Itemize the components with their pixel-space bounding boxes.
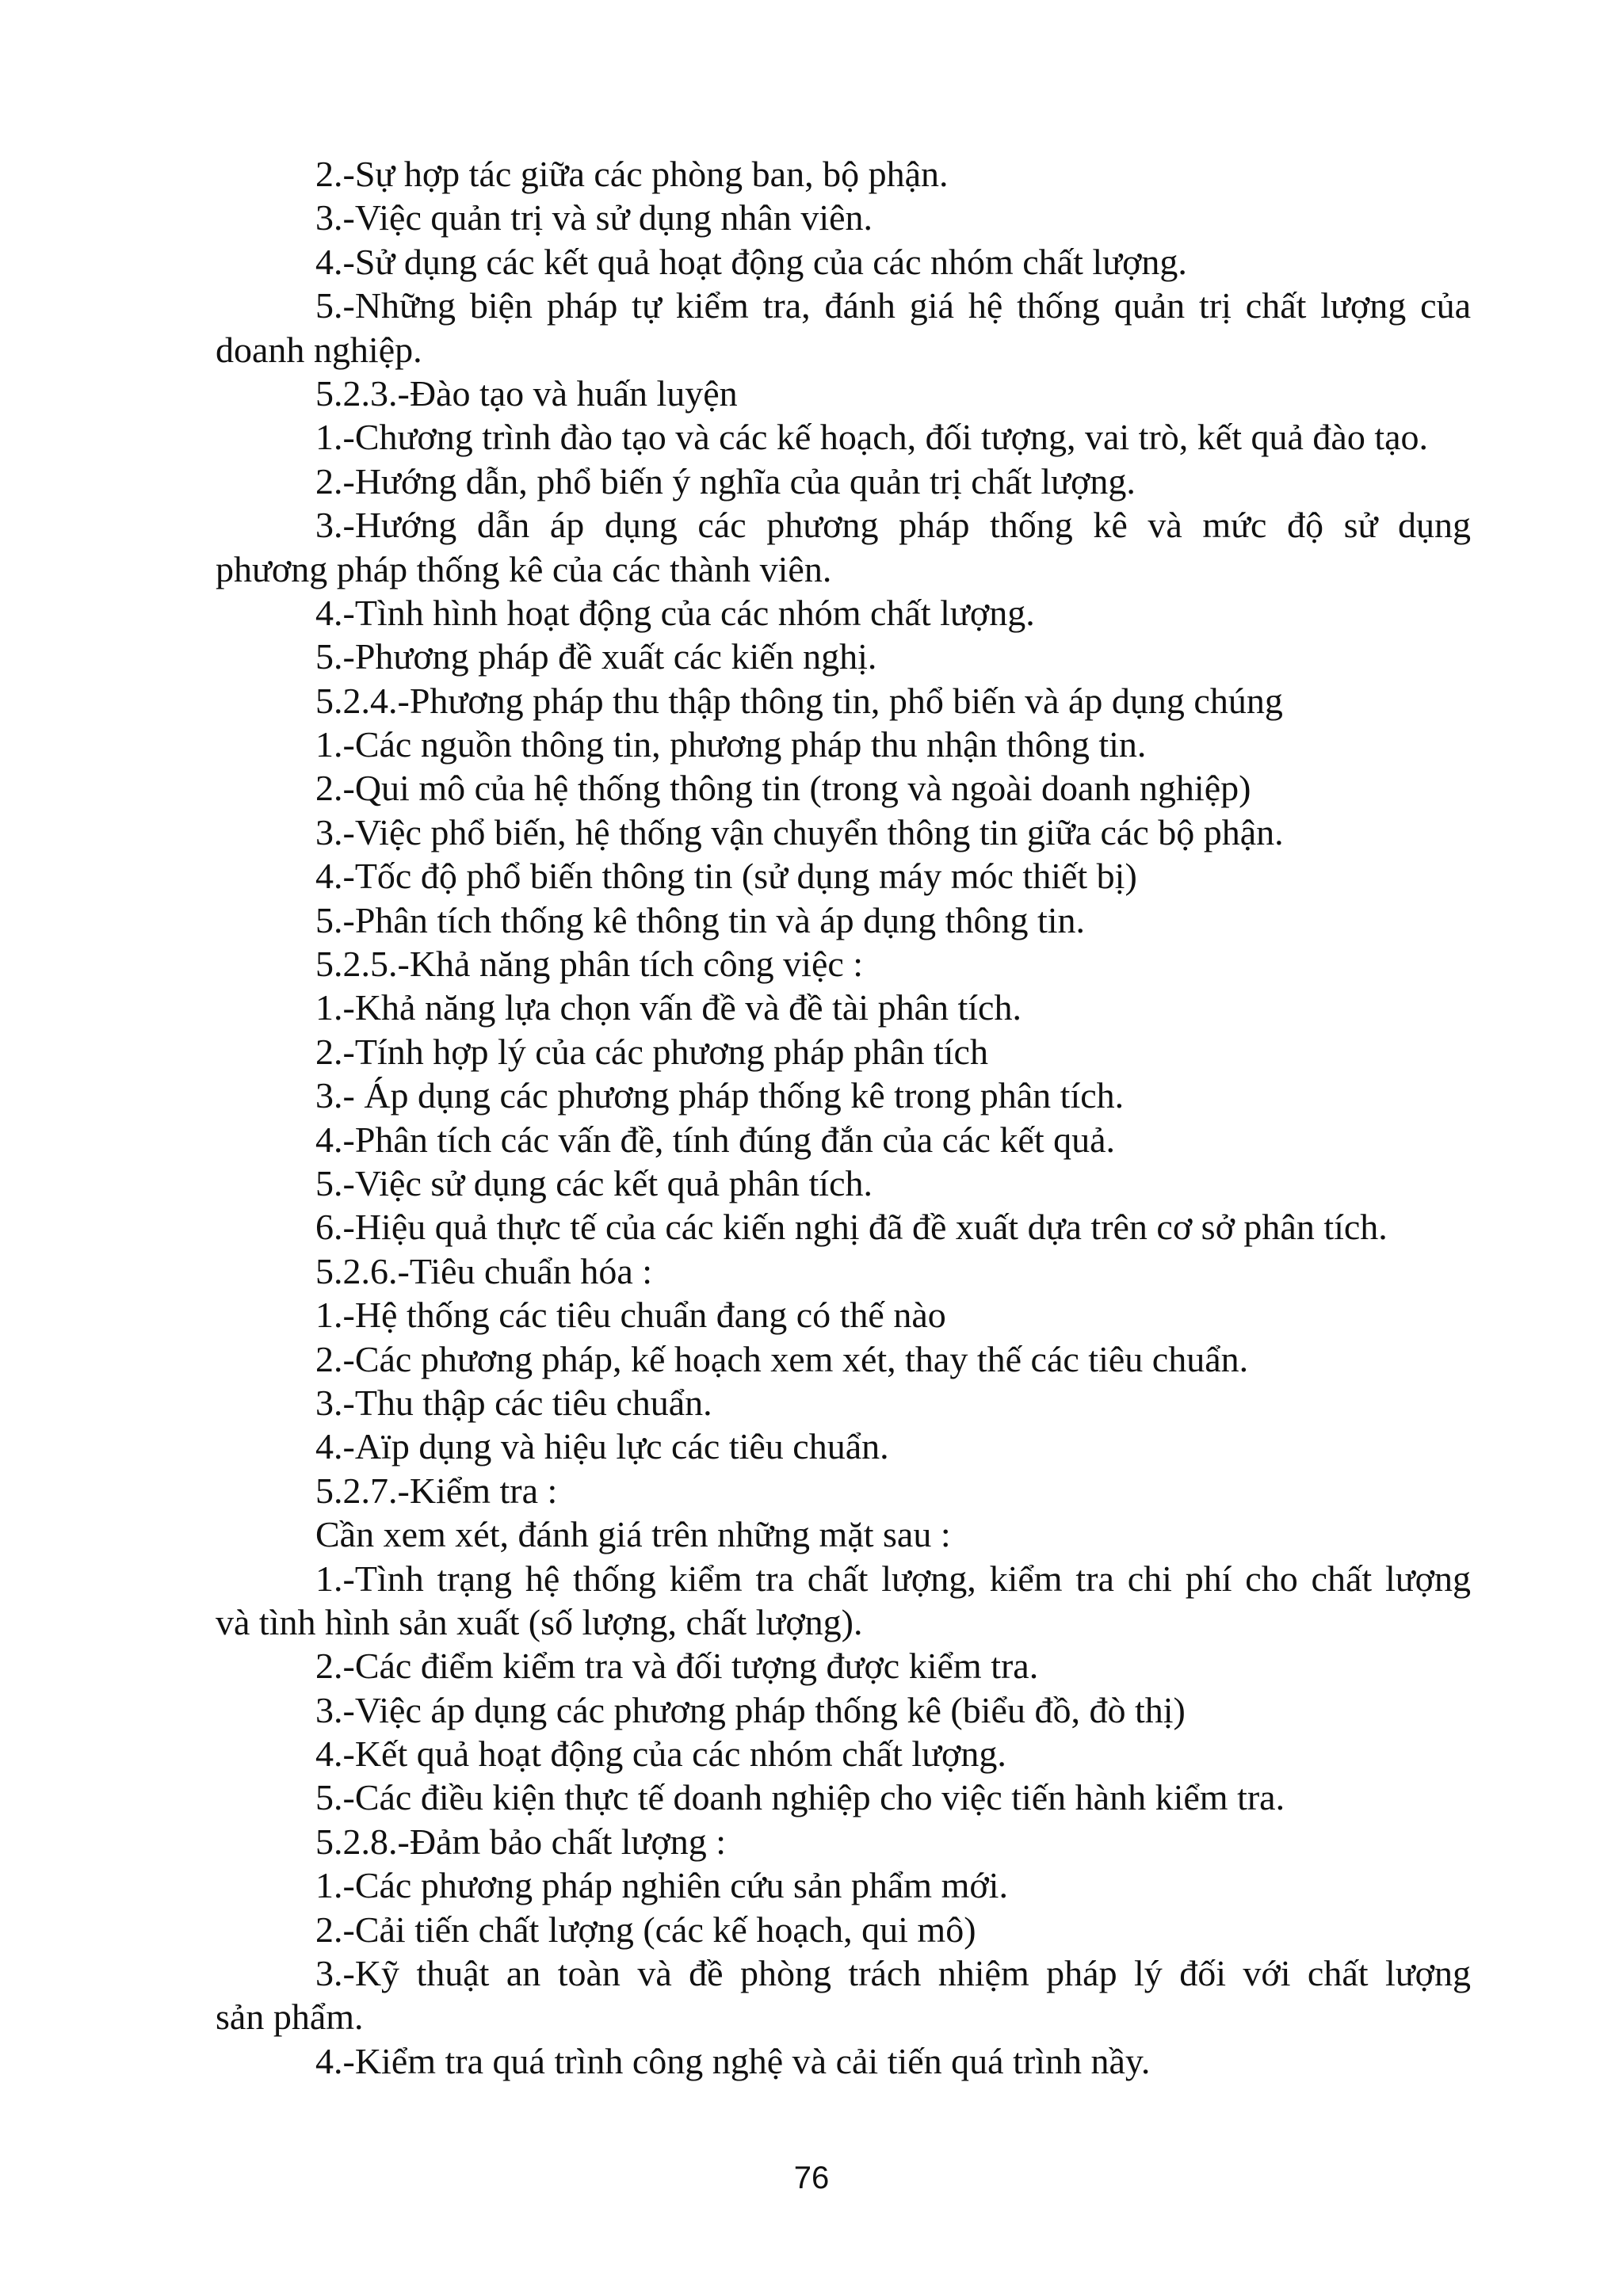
text-line: 2.-Cải tiến chất lượng (các kế hoạch, qui mô) — [315, 1909, 976, 1950]
text-line: 6.-Hiệu quả thực tế của các kiến nghị đã đề xuất dựa trên cơ sở phân tích. — [315, 1207, 1388, 1248]
text-line: 2.-Các phương pháp, kế hoạch xem xét, thay thế các tiêu chuẩn. — [315, 1338, 1249, 1379]
text-line: doanh nghiệp. — [216, 329, 422, 370]
text-line: 1.-Các phương pháp nghiên cứu sản phẩm mới. — [315, 1865, 1008, 1906]
text-line: 5.-Phân tích thống kê thông tin và áp dụng thông tin. — [315, 899, 1086, 940]
section-heading: 5.2.6.-Tiêu chuẩn hóa : — [315, 1250, 653, 1291]
section-heading: 5.2.5.-Khả năng phân tích công việc : — [315, 944, 864, 985]
text-line: 3.-Việc phổ biến, hệ thống vận chuyển thông tin giữa các bộ phận. — [315, 811, 1284, 852]
text-line: 3.-Kỹ thuật an toàn và đề phòng trách nhiệm pháp lý đối với chất lượng — [315, 1953, 1471, 1994]
text-line: và tình hình sản xuất (số lượng, chất lượng). — [216, 1601, 863, 1642]
text-line: 4.-Phân tích các vấn đề, tính đúng đắn của các kết quả. — [315, 1119, 1116, 1160]
text-line: 4.-Sử dụng các kết quả hoạt động của các nhóm chất lượng. — [315, 241, 1187, 282]
section-heading: 5.2.7.-Kiểm tra : — [315, 1470, 558, 1511]
section-heading: 5.2.8.-Đảm bảo chất lượng : — [315, 1821, 727, 1862]
text-line: 1.-Khả năng lựa chọn vấn đề và đề tài phân tích. — [315, 987, 1022, 1028]
text-line: 4.-Tình hình hoạt động của các nhóm chất lượng. — [315, 592, 1035, 633]
section-heading: 5.2.4.-Phương pháp thu thập thông tin, phổ biến và áp dụng chúng — [315, 680, 1283, 721]
text-line: 4.-Aïp dụng và hiệu lực các tiêu chuẩn. — [315, 1426, 889, 1467]
text-line: 2.-Qui mô của hệ thống thông tin (trong và ngoài doanh nghiệp) — [315, 768, 1251, 809]
page-number: 76 — [793, 2161, 830, 2195]
text-line: 1.-Chương trình đào tạo và các kế hoạch, đối tượng, vai trò, kết quả đào tạo. — [315, 417, 1429, 458]
text-line: 4.-Tốc độ phổ biến thông tin (sử dụng máy móc thiết bị) — [315, 856, 1137, 897]
text-line: 1.-Hệ thống các tiêu chuẩn đang có thế nào — [315, 1295, 946, 1336]
text-line: 2.-Hướng dẫn, phổ biến ý nghĩa của quản trị chất lượng. — [315, 460, 1136, 502]
text-line: 5.-Những biện pháp tự kiểm tra, đánh giá hệ thống quản trị chất lượng của — [315, 285, 1471, 326]
text-line: Cần xem xét, đánh giá trên những mặt sau : — [315, 1514, 951, 1555]
document-body — [216, 152, 1471, 2083]
text-line: 3.-Hướng dẫn áp dụng các phương pháp thống kê và mức độ sử dụng — [315, 505, 1471, 546]
section-heading: 5.2.3.-Đào tạo và huấn luyện — [315, 372, 738, 414]
text-line: sản phẩm. — [216, 1997, 364, 2038]
text-line: 3.-Việc quản trị và sử dụng nhân viên. — [315, 197, 873, 238]
text-line: 2.-Sự hợp tác giữa các phòng ban, bộ phận. — [315, 154, 949, 194]
text-line: 4.-Kiểm tra quá trình công nghệ và cải tiến quá trình nầy. — [315, 2040, 1151, 2081]
text-line: 5.-Việc sử dụng các kết quả phân tích. — [315, 1162, 873, 1203]
text-line: 1.-Các nguồn thông tin, phương pháp thu nhận thông tin. — [315, 724, 1147, 765]
text-line: 3.- Áp dụng các phương pháp thống kê trong phân tích. — [315, 1075, 1125, 1116]
text-line: 2.-Các điểm kiểm tra và đối tượng được kiểm tra. — [315, 1646, 1039, 1687]
text-line: 5.-Các điều kiện thực tế doanh nghiệp cho việc tiến hành kiểm tra. — [315, 1777, 1285, 1818]
text-line: 4.-Kết quả hoạt động của các nhóm chất lượng. — [315, 1733, 1006, 1775]
text-line: 3.-Thu thập các tiêu chuẩn. — [315, 1382, 712, 1423]
text-line: 1.-Tình trạng hệ thống kiểm tra chất lượng, kiểm tra chi phí cho chất lượng — [315, 1558, 1471, 1599]
text-line: 2.-Tính hợp lý của các phương pháp phân tích — [315, 1031, 988, 1072]
text-line: phương pháp thống kê của các thành viên. — [216, 548, 832, 589]
text-line: 5.-Phương pháp đề xuất các kiến nghị. — [315, 636, 877, 677]
text-line: 3.-Việc áp dụng các phương pháp thống kê (biểu đồ, đò thị) — [315, 1689, 1186, 1730]
